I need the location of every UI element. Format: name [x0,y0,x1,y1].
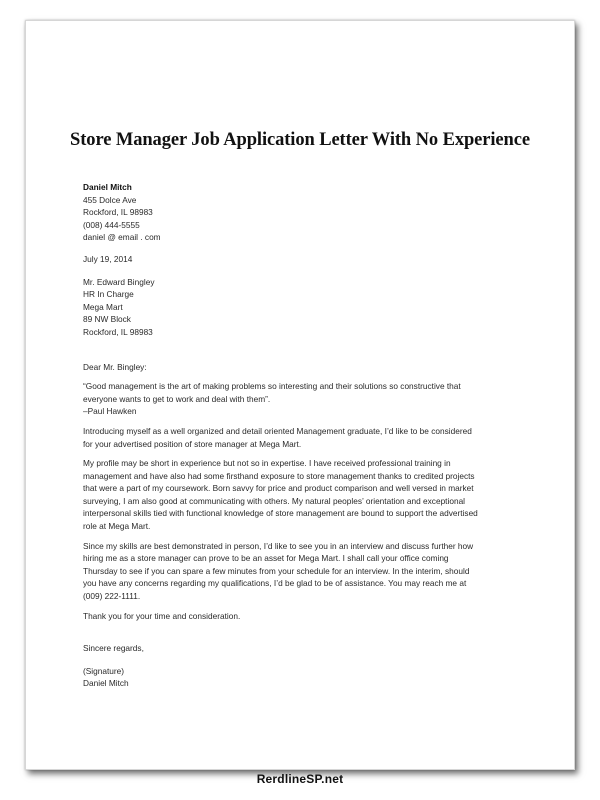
paragraph-line: Introducing myself as a well organized and detail oriented Management graduate, I’d like to be considered [83,425,472,436]
paragraph-line: My profile may be short in experience but not so in expertise. I have received professional training in [83,458,451,469]
letter-body [83,181,503,690]
paragraph-line: Since my skills are best demonstrated in person, I’d like to see you in an interview and discuss further how [83,540,474,551]
paragraph-line: management and have also had some firsthand exposure to store management thanks to credited projects [83,470,475,481]
paragraph-line: you have any concerns regarding my qualifications, I’d be glad to be of assistance. You may reach me at [83,578,467,589]
letter-title: Store Manager Job Application Letter With No Experience [70,130,530,150]
quote-line: “Good management is the art of making problems so interesting and their solutions so constructive that [83,381,461,392]
sender-block [83,181,503,244]
sender-address-line2: Rockford, IL 98983 [83,207,153,218]
recipient-title: HR In Charge [83,289,134,300]
sender-email: daniel @ email . com [83,232,161,243]
paragraph-profile [83,457,503,533]
quote-attribution: –Paul Hawken [83,406,137,417]
paragraph-thanks [83,610,503,623]
recipient-address-line2: Rockford, IL 98983 [83,326,153,337]
letter-date: July 19, 2014 [83,253,133,264]
closing: Sincere regards, [83,643,144,654]
paragraph-line: role at Mega Mart. [83,521,151,532]
sender-name: Daniel Mitch [83,182,132,192]
paragraph-line: surveying, I am also good at communicating with others. My natural peoples’ orientation and exceptional [83,495,466,506]
recipient-name: Mr. Edward Bingley [83,276,155,287]
quote-block [83,380,503,418]
signature-placeholder: (Signature) [83,665,125,676]
paragraph-interview [83,540,503,603]
paragraph-line: hiring me as a store manager can prove to be an asset for Mega Mart. I shall call your office coming [83,553,449,564]
paragraph-line: Thursday to see if you can spare a few minutes from your schedule for an interview. In the interim, should [83,565,470,576]
quote-line: everyone wants to get to work and deal with them”. [83,393,271,404]
signoff-name: Daniel Mitch [83,678,129,689]
paragraph-line: for your advertised position of store manager at Mega Mart. [83,438,302,449]
paragraph-line: that were a part of my coursework. Born savvy for price and product comparison and well versed in market [83,483,474,494]
paragraph-introduction [83,425,503,450]
paragraph-line: (009) 222-1111. [83,591,141,602]
sender-address-line1: 455 Dolce Ave [83,194,137,205]
recipient-block [83,276,503,339]
site-watermark: RerdlineSP.net [256,772,344,786]
recipient-address-line1: 89 NW Block [83,314,131,325]
paragraph-line: Thank you for your time and consideration. [83,610,241,621]
salutation: Dear Mr. Bingley: [83,361,147,372]
recipient-company: Mega Mart [83,301,123,312]
sender-phone: (008) 444-5555 [83,219,140,230]
paragraph-line: interpersonal skills tied with functional knowledge of store management are bound to support the advertised [83,508,478,519]
letter-page [25,20,575,770]
